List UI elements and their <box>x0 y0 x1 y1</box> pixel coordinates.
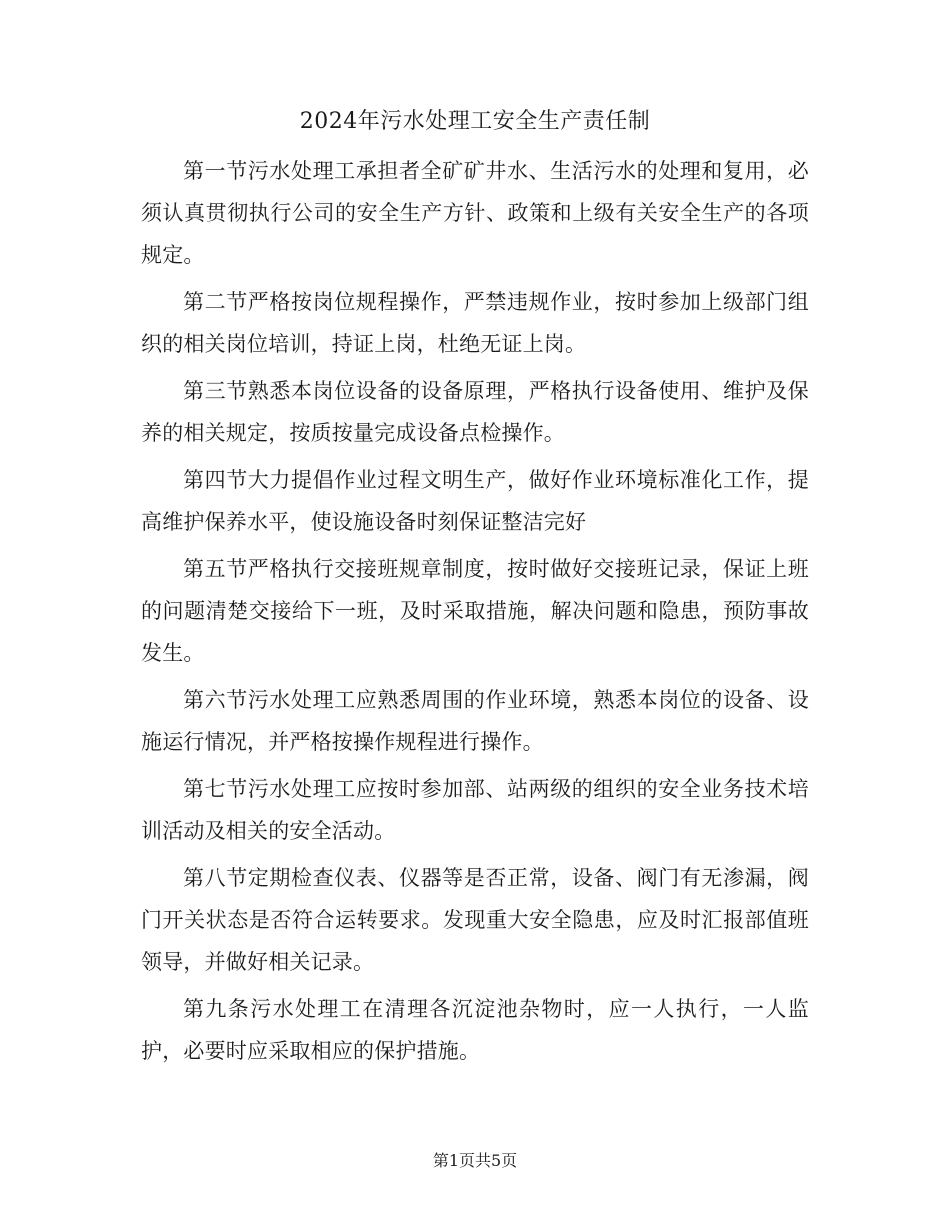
document-title: 2024年污水处理工安全生产责任制 <box>299 109 651 134</box>
paragraph-section-4: 第四节大力提倡作业过程文明生产，做好作业环境标准化工作，提高维护保养水平，使设施设备时刻保证整洁完好 <box>141 468 809 534</box>
paragraph-section-9: 第九条污水处理工在清理各沉淀池杂物时，应一人执行，一人监护，必要时应采取相应的保护措施。 <box>141 997 809 1063</box>
paragraph-section-6: 第六节污水处理工应熟悉周围的作业环境，熟悉本岗位的设备、设施运行情况，并严格按操作规程进行操作。 <box>141 688 809 754</box>
document-body <box>141 150 809 1077</box>
page-number-footer: 第1页共5页 <box>432 1151 518 1170</box>
paragraph-section-2: 第二节严格按岗位规程操作，严禁违规作业，按时参加上级部门组织的相关岗位培训，持证上岗，杜绝无证上岗。 <box>141 290 809 356</box>
paragraph-section-1: 第一节污水处理工承担者全矿矿井水、生活污水的处理和复用，必须认真贯彻执行公司的安全生产方针、政策和上级有关安全生产的各项规定。 <box>141 159 809 267</box>
paragraph-section-5: 第五节严格执行交接班规章制度，按时做好交接班记录，保证上班的问题清楚交接给下一班，及时采取措施，解决问题和隐患，预防事故发生。 <box>141 557 809 665</box>
paragraph-section-8: 第八节定期检查仪表、仪器等是否正常，设备、阀门有无渗漏，阀门开关状态是否符合运转要求。发现重大安全隐患，应及时汇报部值班领导，并做好相关记录。 <box>141 866 809 974</box>
paragraph-section-3: 第三节熟悉本岗位设备的设备原理，严格执行设备使用、维护及保养的相关规定，按质按量完成设备点检操作。 <box>141 379 809 445</box>
paragraph-section-7: 第七节污水处理工应按时参加部、站两级的组织的安全业务技术培训活动及相关的安全活动。 <box>141 777 809 843</box>
